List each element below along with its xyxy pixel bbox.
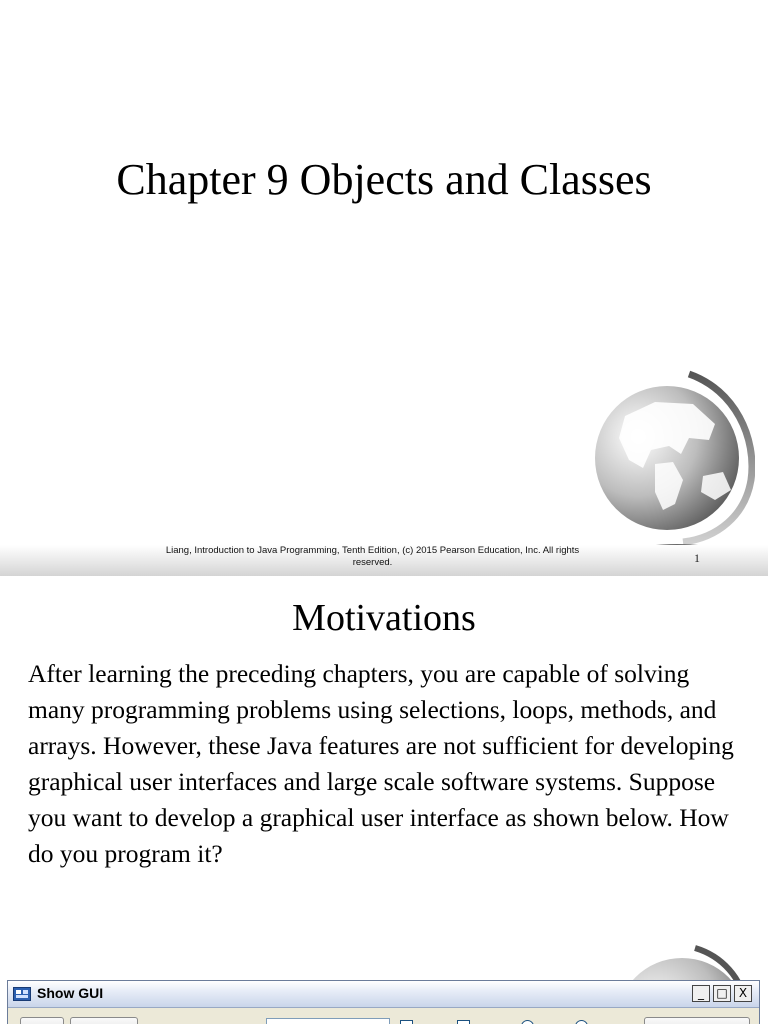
checkbox[interactable] [457, 1020, 470, 1024]
window-title: Show GUI [37, 985, 104, 1001]
gui-button[interactable] [20, 1017, 64, 1024]
slide-2 [0, 576, 768, 1024]
name-text-field[interactable] [266, 1018, 390, 1024]
combo-box[interactable] [644, 1017, 750, 1024]
gui-button[interactable] [70, 1017, 138, 1024]
copyright-footer: Liang, Introduction to Java Programming, Tenth Edition, (c) 2015 Pearson Education, Inc. All rights reserved. [165, 545, 580, 568]
show-gui-window [7, 980, 760, 1024]
window-body [8, 1008, 759, 1024]
page-number: 1 [694, 551, 700, 565]
slide-title: Motivations [292, 597, 476, 639]
checkbox[interactable] [400, 1020, 413, 1024]
close-button[interactable]: X [734, 985, 752, 1002]
window-titlebar [8, 981, 759, 1008]
radio-button[interactable] [521, 1020, 534, 1024]
java-window-icon [13, 987, 31, 1001]
maximize-button[interactable]: □ [713, 985, 731, 1002]
body-paragraph: After learning the preceding chapters, you are capable of solving many programming problems using selections, loops, methods, and arrays. However, these Java features are not sufficient for developing graphical user interfaces and large scale software systems. Suppose you want to develop a graphical user interface as shown below. How do you program it? [28, 659, 734, 868]
radio-button[interactable] [575, 1020, 588, 1024]
globe-icon [585, 368, 755, 563]
minimize-button[interactable]: _ [692, 985, 710, 1002]
slide-title: Chapter 9 Objects and Classes [116, 155, 652, 204]
